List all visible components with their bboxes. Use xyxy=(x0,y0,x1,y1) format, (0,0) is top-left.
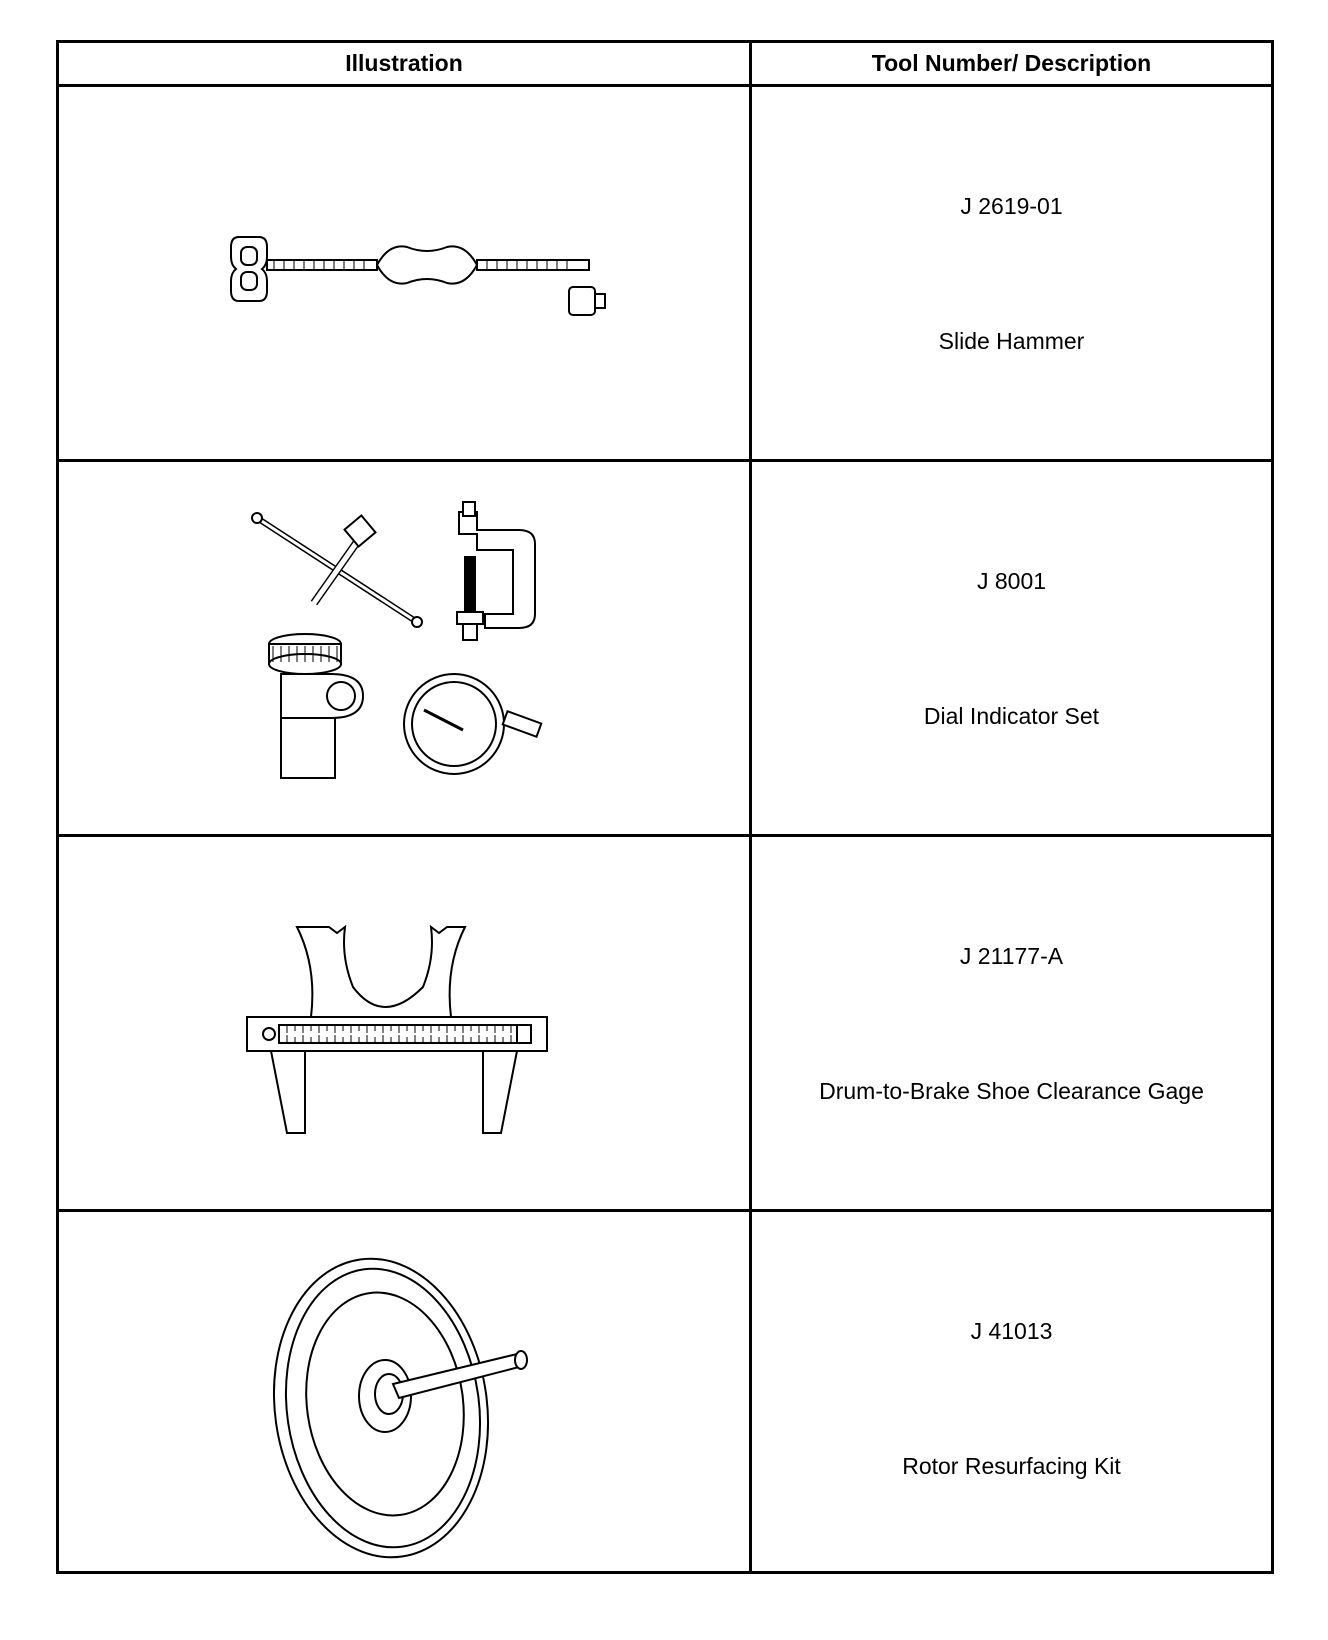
tool-number: J 8001 xyxy=(976,568,1047,594)
description-cell xyxy=(752,837,1271,1209)
table-header xyxy=(59,43,1271,87)
description-cell xyxy=(752,87,1271,459)
tool-number: J 2619-01 xyxy=(960,193,1063,219)
illustration-cell xyxy=(59,1212,749,1571)
tool-description: Slide Hammer xyxy=(938,328,1085,354)
table-row xyxy=(59,1212,1271,1571)
rotor-resurfacing-kit-icon xyxy=(59,1212,749,1568)
table-row xyxy=(59,837,1271,1212)
illustration-cell xyxy=(59,87,749,459)
table-row xyxy=(59,87,1271,462)
description-cell xyxy=(752,462,1271,834)
tool-number: J 41013 xyxy=(970,1318,1053,1344)
slide-hammer-icon xyxy=(59,87,749,459)
illustration-cell xyxy=(59,462,749,834)
description-cell xyxy=(752,1212,1271,1571)
tool-table xyxy=(56,40,1274,1574)
dial-indicator-set-icon xyxy=(59,462,749,834)
clearance-gage-icon xyxy=(59,837,749,1209)
illustration-cell xyxy=(59,837,749,1209)
tool-description: Drum-to-Brake Shoe Clearance Gage xyxy=(819,1078,1204,1104)
tool-number: J 21177-A xyxy=(959,943,1064,969)
header-illustration: Illustration xyxy=(345,50,463,76)
tool-description: Rotor Resurfacing Kit xyxy=(902,1453,1121,1479)
tool-description: Dial Indicator Set xyxy=(923,703,1100,729)
column-divider xyxy=(749,43,752,1571)
table-row xyxy=(59,462,1271,837)
header-tool-number-description: Tool Number/ Description xyxy=(871,50,1152,76)
